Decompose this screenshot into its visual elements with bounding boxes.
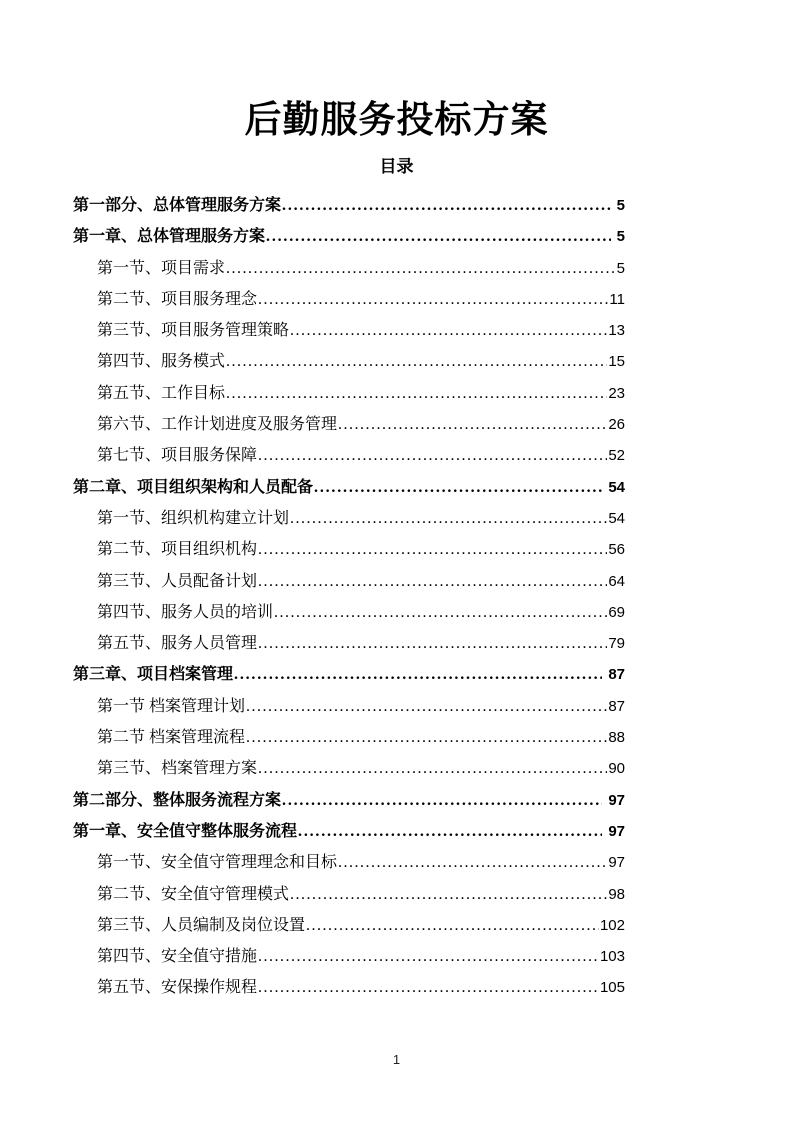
- toc-leader-dots: [282, 190, 611, 221]
- toc-leader-dots: [258, 440, 607, 471]
- toc-leader-dots: [290, 315, 607, 346]
- toc-entry-label: 第二节 档案管理流程: [97, 729, 246, 747]
- toc-entry-label: 第一章、总体管理服务方案: [73, 228, 266, 246]
- toc-entry[interactable]: [73, 972, 625, 1003]
- toc-leader-dots: [314, 472, 602, 503]
- toc-entry-label: 第四节、安全值守措施: [97, 948, 258, 966]
- toc-entry[interactable]: [73, 253, 625, 284]
- toc-leader-dots: [226, 346, 607, 377]
- toc-leader-dots: [258, 972, 599, 1003]
- toc-entry[interactable]: [73, 847, 625, 878]
- toc-entry[interactable]: [73, 659, 625, 690]
- toc-entry[interactable]: [73, 597, 625, 628]
- footer-page-number: 1: [392, 1052, 401, 1067]
- toc-leader-dots: [290, 503, 607, 534]
- toc-entry-label: 第三节、项目服务管理策略: [97, 322, 290, 340]
- toc-entry-page: 52: [608, 447, 625, 465]
- toc-entry[interactable]: [73, 566, 625, 597]
- toc-entry-page: 88: [608, 729, 625, 747]
- toc-entry[interactable]: [73, 378, 625, 409]
- toc-entry[interactable]: [73, 816, 625, 847]
- toc-entry-label: 第三节、人员配备计划: [97, 572, 258, 590]
- toc-entry-label: 第二章、项目组织架构和人员配备: [73, 478, 314, 496]
- toc-leader-dots: [338, 847, 607, 878]
- toc-entry[interactable]: [73, 503, 625, 534]
- toc-entry-page: 87: [608, 666, 625, 684]
- toc-entry-page: 97: [608, 854, 625, 872]
- toc-entry-page: 103: [599, 948, 625, 966]
- toc-leader-dots: [338, 409, 607, 440]
- toc-entry-page: 87: [608, 697, 625, 715]
- toc-entry-label: 第六节、工作计划进度及服务管理: [97, 416, 338, 434]
- document-title: 后勤服务投标方案: [244, 100, 549, 141]
- toc-entry-page: 90: [608, 760, 625, 778]
- toc-entry-label: 第三节、档案管理方案: [97, 760, 258, 778]
- toc-entry-page: 54: [608, 509, 625, 527]
- toc-entry[interactable]: [73, 472, 625, 503]
- toc-leader-dots: [258, 534, 607, 565]
- toc-entry-label: 第一节 档案管理计划: [97, 697, 246, 715]
- toc-entry[interactable]: [73, 753, 625, 784]
- toc-entry-label: 第三节、人员编制及岗位设置: [97, 916, 306, 934]
- toc-entry-label: 第二部分、整体服务流程方案: [73, 791, 282, 809]
- toc-entry-label: 第一节、项目需求: [97, 259, 226, 277]
- toc-entry-label: 第四节、服务模式: [97, 353, 226, 371]
- toc-entry-label: 第二节、安全值守管理模式: [97, 885, 290, 903]
- toc-leader-dots: [274, 597, 607, 628]
- toc-entry-page: 105: [599, 979, 625, 997]
- toc-entry-page: 56: [608, 541, 625, 559]
- toc-entry-page: 5: [616, 228, 625, 246]
- toc-entry-label: 第四节、服务人员的培训: [97, 603, 274, 621]
- toc-leader-dots: [290, 879, 607, 910]
- toc-entry-label: 第二节、项目服务理念: [97, 290, 258, 308]
- toc-heading: 目录: [379, 157, 414, 176]
- toc-leader-dots: [234, 659, 602, 690]
- toc-entry[interactable]: [73, 691, 625, 722]
- toc-entry-page: 54: [608, 478, 625, 496]
- toc-leader-dots: [258, 628, 607, 659]
- toc-leader-dots: [258, 566, 607, 597]
- toc-entry[interactable]: [73, 440, 625, 471]
- toc-entry[interactable]: [73, 409, 625, 440]
- toc-entry-page: 5: [616, 259, 625, 277]
- toc-entry-page: 13: [608, 322, 625, 340]
- toc-leader-dots: [226, 253, 616, 284]
- toc-entry-label: 第一章、安全值守整体服务流程: [73, 822, 298, 840]
- toc-entry-page: 98: [608, 885, 625, 903]
- toc-leader-dots: [282, 785, 602, 816]
- toc-entry-label: 第二节、项目组织机构: [97, 541, 258, 559]
- toc-entry[interactable]: [73, 315, 625, 346]
- toc-entry-page: 15: [608, 353, 625, 371]
- toc-entry-page: 26: [608, 416, 625, 434]
- toc-leader-dots: [306, 910, 599, 941]
- toc-entry-page: 23: [608, 384, 625, 402]
- toc-entry-label: 第五节、安保操作规程: [97, 979, 258, 997]
- toc-leader-dots: [266, 221, 611, 252]
- toc-leader-dots: [258, 284, 608, 315]
- toc-entry-page: 64: [608, 572, 625, 590]
- toc-entry-page: 97: [608, 822, 625, 840]
- toc-entry[interactable]: [73, 534, 625, 565]
- toc-entry-label: 第一节、组织机构建立计划: [97, 509, 290, 527]
- toc-entry-label: 第三章、项目档案管理: [73, 666, 234, 684]
- toc-entry-page: 5: [616, 197, 625, 214]
- toc-entry-label: 第五节、工作目标: [97, 384, 226, 402]
- toc-entry[interactable]: [73, 910, 625, 941]
- toc-entry[interactable]: [73, 785, 625, 816]
- toc-entry[interactable]: [73, 190, 625, 221]
- toc-entry-label: 第一节、安全值守管理理念和目标: [97, 854, 338, 872]
- toc-entry[interactable]: [73, 628, 625, 659]
- toc-entry[interactable]: [73, 346, 625, 377]
- toc-entry[interactable]: [73, 941, 625, 972]
- toc-leader-dots: [258, 941, 599, 972]
- toc-entry-page: 11: [609, 290, 625, 308]
- toc-leader-dots: [298, 816, 602, 847]
- toc-entry-page: 102: [599, 916, 625, 934]
- toc-entry[interactable]: [73, 221, 625, 252]
- toc: [73, 190, 625, 1004]
- toc-leader-dots: [226, 378, 607, 409]
- toc-entry-label: 第一部分、总体管理服务方案: [73, 197, 282, 214]
- toc-leader-dots: [258, 753, 607, 784]
- toc-entry[interactable]: [73, 284, 625, 315]
- toc-entry[interactable]: [73, 722, 625, 753]
- toc-leader-dots: [246, 691, 607, 722]
- toc-entry-label: 第五节、服务人员管理: [97, 635, 258, 653]
- toc-entry-page: 97: [608, 791, 625, 809]
- toc-entry[interactable]: [73, 879, 625, 910]
- toc-entry-label: 第七节、项目服务保障: [97, 447, 258, 465]
- toc-entry-page: 69: [608, 603, 625, 621]
- toc-entry-page: 79: [608, 635, 625, 653]
- toc-leader-dots: [246, 722, 607, 753]
